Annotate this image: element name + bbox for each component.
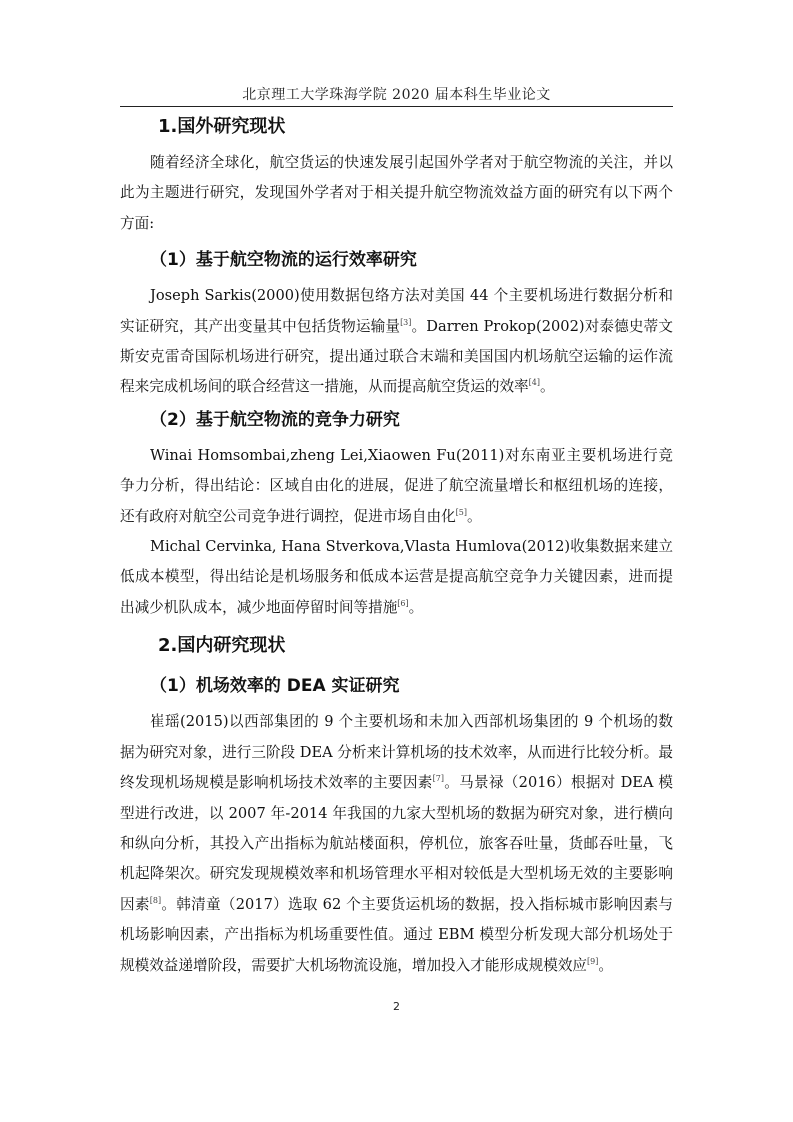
citation-ref: [9] <box>587 956 599 966</box>
citation-ref: [8] <box>149 895 162 905</box>
text-run: 。韩清童（2017）选取 62 个主要货运机场的数据，投入指标城市影响因素与机场影响因素，产出指标为机场重要性值。通过 EBM 模型分析发现大部分机场处于规模效益递增阶段，需要扩大机场物流设施，增加投入才能形成规模效应 <box>120 895 673 974</box>
citation-ref: [5] <box>455 507 468 517</box>
text-run: Winai Homsombai,zheng Lei,Xiaowen Fu(2011)对东南亚主要机场进行竞争力分析，得出结论：区域自由化的进展，促进了航空流量增长和枢纽机场的连接，还有政府对航空公司竞争进行调控，促进市场自由化 <box>120 446 673 525</box>
text-run: 。 <box>467 507 482 525</box>
section-heading-foreign: 1.国外研究现状 <box>158 116 286 137</box>
text-run: Michal Cervinka, Hana Stverkova,Vlasta Humlova(2012)收集数据来建立低成本模型，得出结论是机场服务和低成本运营是提高航空竞争力关键因素，进而提出减少机队成本，减少地面停留时间等措施 <box>120 538 673 616</box>
text-run: 。 <box>598 956 613 974</box>
citation-ref: [7] <box>432 774 444 784</box>
citation-ref: [6] <box>397 598 409 608</box>
page-content <box>120 110 673 981</box>
header-divider <box>120 106 673 107</box>
paragraph-efficiency <box>120 281 673 403</box>
citation-ref: [4] <box>528 378 540 388</box>
subsection-heading-dea: （1）机场效率的 DEA 实证研究 <box>150 676 400 697</box>
paragraph-competitiveness-2 <box>120 532 673 623</box>
text-run: 。Darren Prokop(2002)对泰德史蒂文斯安克雷奇国际机场进行研究，提出通过联合末端和美国国内机场航空运输的运作流程来完成机场间的联合经营这一措施，从而提高航空货运的效率 <box>120 317 673 396</box>
text-run: 。 <box>539 378 555 396</box>
citation-ref: [3] <box>400 317 412 327</box>
paragraph-dea <box>120 707 673 981</box>
text-run: 。 <box>408 598 424 616</box>
paragraph-competitiveness-1 <box>120 441 673 532</box>
section-heading-domestic: 2.国内研究现状 <box>158 635 286 657</box>
paragraph-foreign-intro: 随着经济全球化，航空货运的快速发展引起国外学者对于航空物流的关注，并以此为主题进行研究，发现国外学者对于相关提升航空物流效益方面的研究有以下两个方面: <box>120 154 673 232</box>
text-run: 崔瑶(2015)以西部集团的 9 个主要机场和未加入西部机场集团的 9 个机场的数据为研究对象，进行三阶段 DEA 分析来计算机场的技术效率，从而进行比较分析。最终发现机场规模是影响机场技术效率的主要因素 <box>120 713 673 792</box>
subsection-heading-efficiency: （1）基于航空物流的运行效率研究 <box>150 250 417 271</box>
text-run: 。马景禄（2016）根据对 DEA 模型进行改进，以 2007 年-2014 年我国的九家大型机场的数据为研究对象，进行横向和纵向分析，其投入产出指标为航站楼面积，停机位，旅客吞吐量，货邮吞吐量，飞机起降架次。研究发现规模效率和机场管理水平相对较低是大型机场无效的主要影响因素 <box>120 774 673 913</box>
page-number: 2 <box>393 1000 400 1013</box>
text-run: Joseph Sarkis(2000)使用数据包络方法对美国 44 个主要机场进行数据分析和实证研究，其产出变量其中包括货物运输量 <box>120 287 673 335</box>
subsection-heading-competitiveness: （2）基于航空物流的竞争力研究 <box>150 409 400 430</box>
page-header: 北京理工大学珠海学院 2020 届本科生毕业论文 <box>242 87 551 103</box>
